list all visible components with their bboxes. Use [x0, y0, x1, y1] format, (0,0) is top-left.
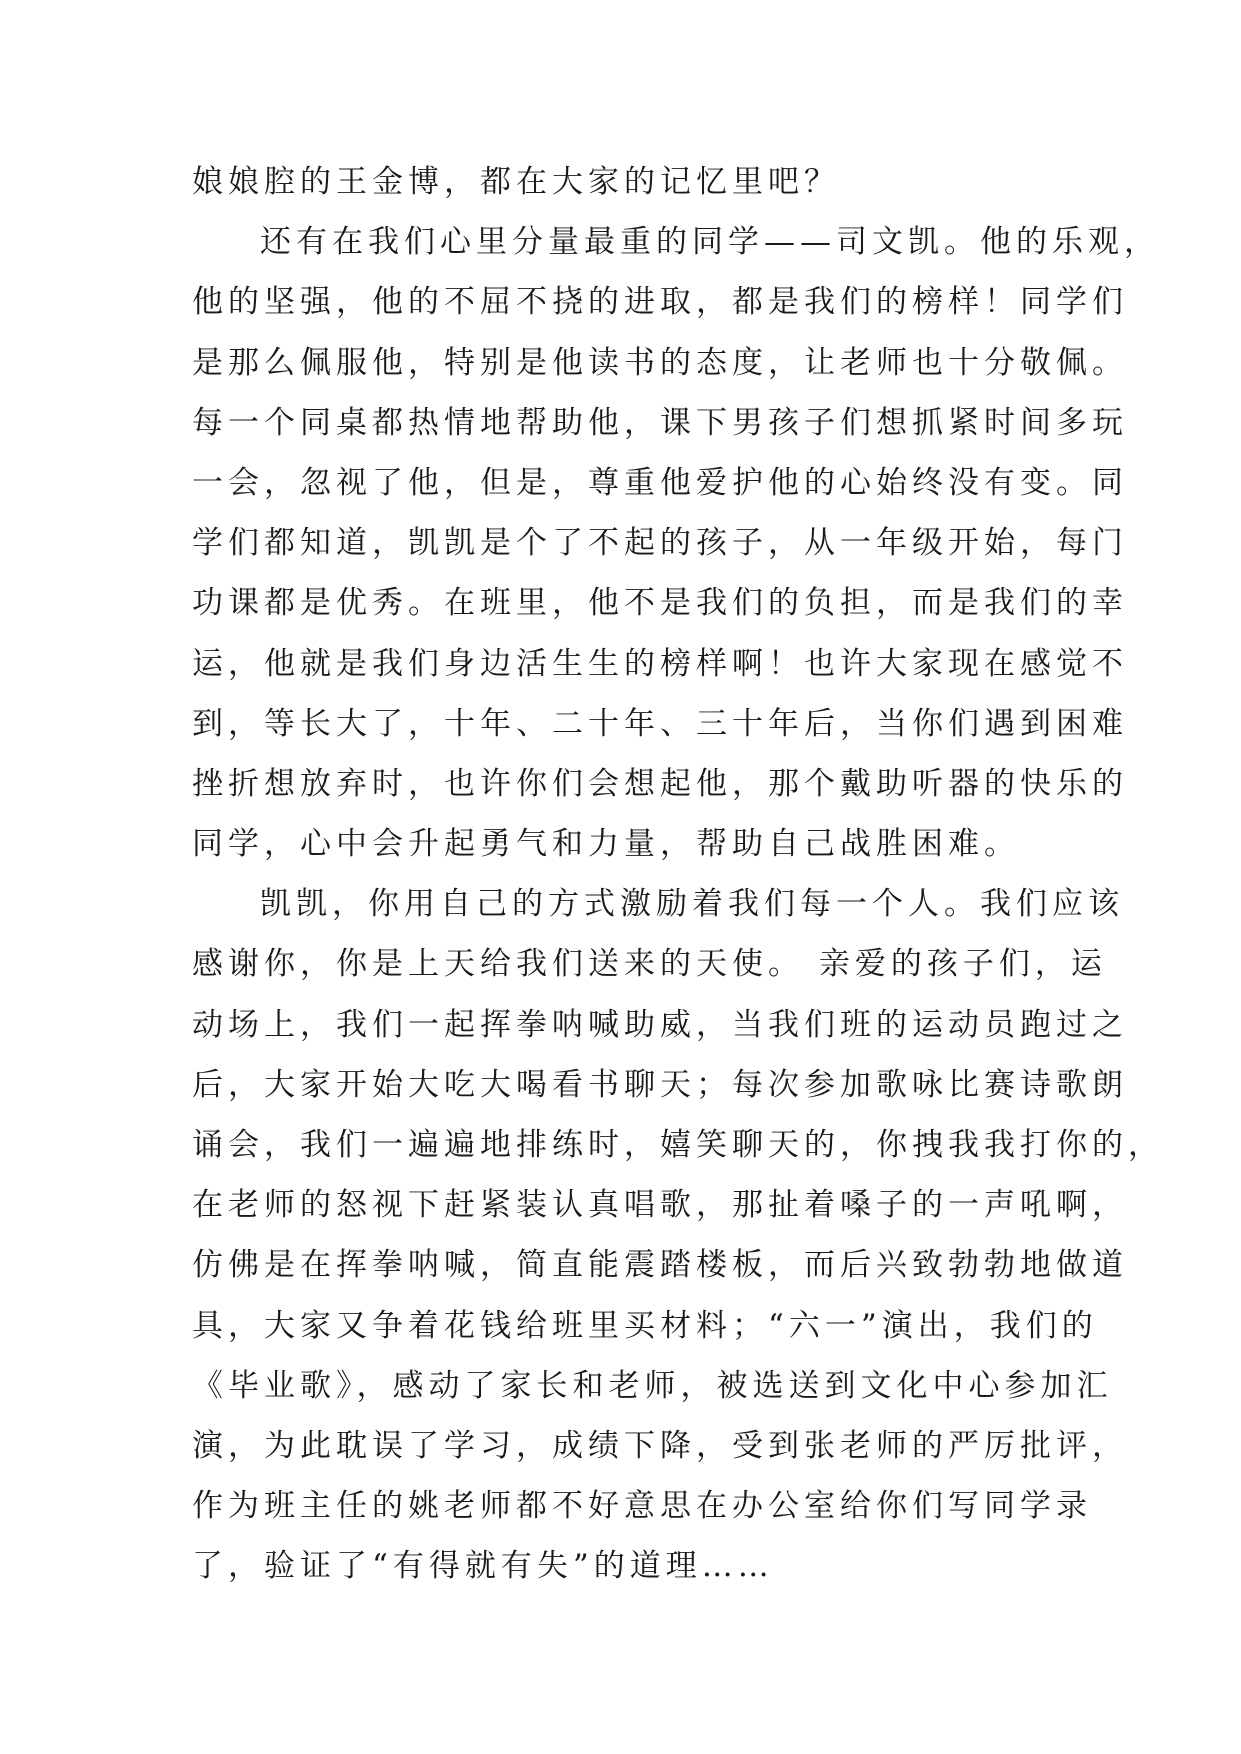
- text-line: 了，验证了“有得就有失”的道理……: [192, 1548, 774, 1585]
- text-line: 学们都知道，凯凯是个了不起的孩子，从一年级开始，每门: [192, 525, 1128, 562]
- paragraph-start-line: 凯凯，你用自己的方式激励着我们每一个人。我们应该: [260, 886, 1124, 923]
- document-body: [192, 152, 1164, 1597]
- text-line: 动场上，我们一起挥拳呐喊助威，当我们班的运动员跑过之: [192, 1006, 1128, 1043]
- text-line: 仿佛是在挥拳呐喊，简直能震踏楼板，而后兴致勃勃地做道: [192, 1247, 1128, 1284]
- text-line: 后，大家开始大吃大喝看书聊天；每次参加歌咏比赛诗歌朗: [192, 1066, 1128, 1103]
- text-line: 是那么佩服他，特别是他读书的态度，让老师也十分敬佩。: [192, 344, 1128, 381]
- text-line: 娘娘腔的王金博，都在大家的记忆里吧？: [192, 164, 840, 200]
- text-line: 感谢你，你是上天给我们送来的天使。 亲爱的孩子们，运: [192, 946, 1107, 983]
- text-line: 演，为此耽误了学习，成绩下降，受到张老师的严厉批评，: [192, 1427, 1128, 1464]
- text-line: 具，大家又争着花钱给班里买材料；“六一”演出，我们的: [192, 1307, 1098, 1344]
- paragraph-start-line: 还有在我们心里分量最重的同学——司文凯。他的乐观，: [260, 224, 1160, 261]
- text-line: 到，等长大了，十年、二十年、三十年后，当你们遇到困难: [192, 705, 1128, 742]
- text-line: 《毕业歌》，感动了家长和老师，被选送到文化中心参加汇: [192, 1367, 1113, 1404]
- text-line: 在老师的怒视下赶紧装认真唱歌，那扯着嗓子的一声吼啊，: [192, 1187, 1128, 1224]
- text-line: 挫折想放弃时，也许你们会想起他，那个戴助听器的快乐的: [192, 765, 1128, 802]
- text-line: 一会，忽视了他，但是，尊重他爱护他的心始终没有变。同: [192, 464, 1128, 501]
- text-line: 同学，心中会升起勇气和力量，帮助自己战胜困难。: [192, 826, 1020, 863]
- text-line: 诵会，我们一遍遍地排练时，嬉笑聊天的，你拽我我打你的，: [192, 1127, 1164, 1163]
- text-line: 每一个同桌都热情地帮助他，课下男孩子们想抓紧时间多玩: [192, 404, 1128, 441]
- text-line: 运，他就是我们身边活生生的榜样啊！也许大家现在感觉不: [192, 645, 1128, 682]
- text-line: 功课都是优秀。在班里，他不是我们的负担，而是我们的幸: [192, 585, 1128, 622]
- text-line: 作为班主任的姚老师都不好意思在办公室给你们写同学录: [192, 1488, 1092, 1525]
- text-line: 他的坚强，他的不屈不挠的进取，都是我们的榜样！同学们: [192, 284, 1128, 321]
